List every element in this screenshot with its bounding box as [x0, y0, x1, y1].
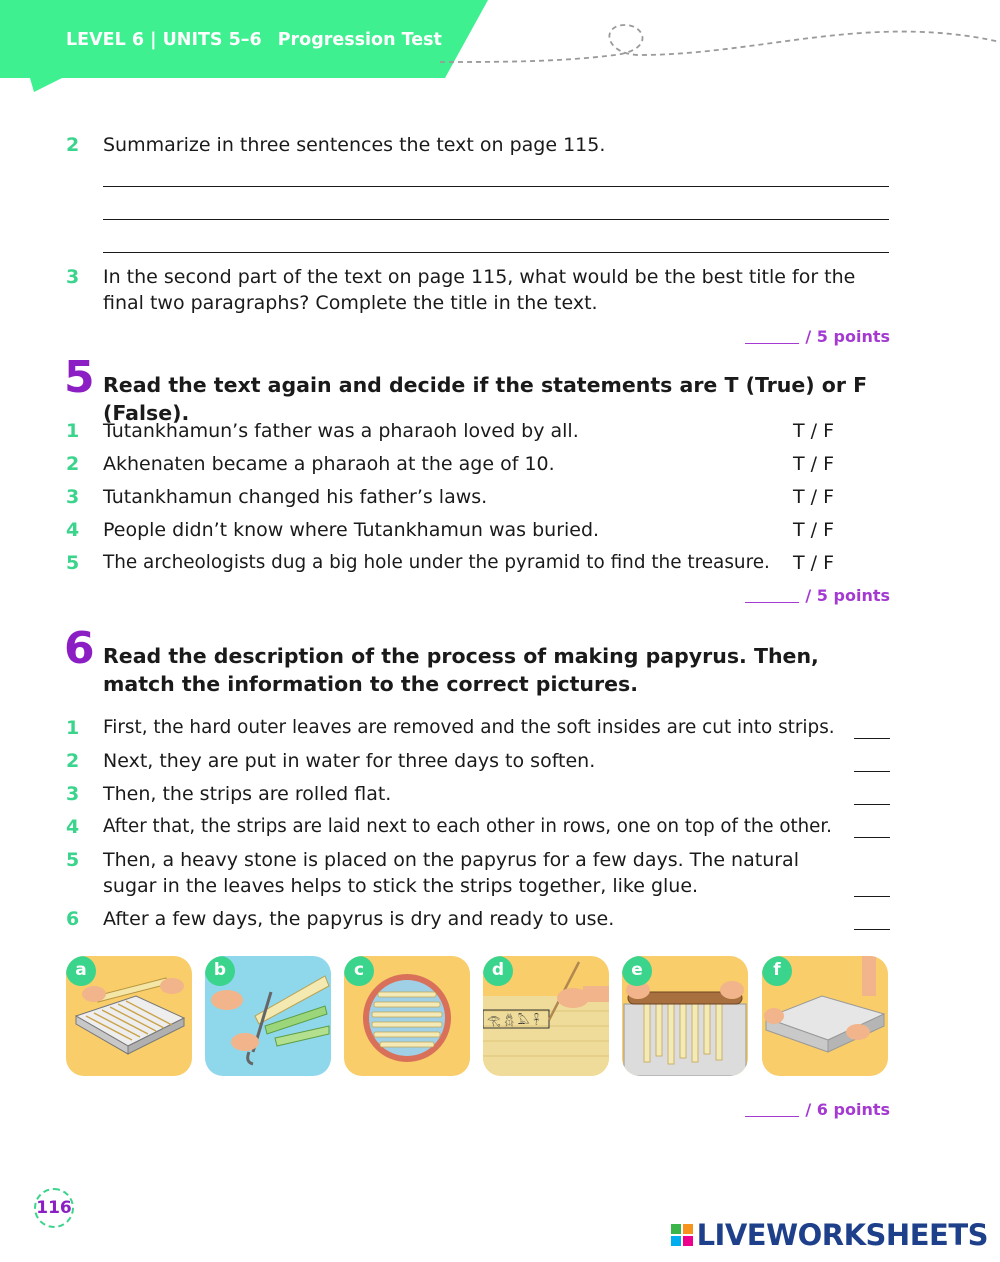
- section-5-number: 5: [64, 352, 95, 403]
- brand-name: LIVEWORKSHEETS: [696, 1218, 988, 1252]
- item-text: First, the hard outer leaves are removed and the soft insides are cut into strips.: [103, 717, 835, 738]
- item-text: People didn’t know where Tutankhamun was buried.: [103, 519, 600, 541]
- score-blank[interactable]: [745, 602, 799, 603]
- item-number: 4: [66, 816, 80, 838]
- picture-f: [762, 956, 888, 1076]
- item-number: 6: [66, 908, 80, 930]
- item-text: Then, a heavy stone is placed on the papyrus for a few days. The natural sugar in the leaves helps to stick the strips together, like glue.: [103, 849, 799, 897]
- item-number: 1: [66, 420, 80, 442]
- item-text: After that, the strips are laid next to each other in rows, one on top of the other.: [103, 816, 832, 837]
- match-item: [66, 906, 890, 932]
- item-text: After a few days, the papyrus is dry and ready to use.: [103, 908, 615, 930]
- match-item: [66, 715, 890, 741]
- item-text: Akhenaten became a pharaoh at the age of 10.: [103, 453, 555, 475]
- liveworksheets-icon: [671, 1224, 693, 1246]
- match-item: [66, 781, 890, 807]
- points-score: [745, 1100, 890, 1119]
- picture-d: [483, 956, 609, 1076]
- points-label: / 6 points: [805, 1100, 890, 1119]
- picture-c: [344, 956, 470, 1076]
- item-number: 1: [66, 717, 80, 739]
- answer-blank[interactable]: [854, 738, 890, 739]
- true-false-choice[interactable]: T / F: [793, 486, 835, 508]
- picture-label: c: [344, 956, 374, 986]
- item-number: 4: [66, 519, 80, 541]
- points-label: / 5 points: [805, 586, 890, 605]
- question-text: In the second part of the text on page 115, what would be the best title for the final two paragraphs? Complete the title in the text.: [103, 266, 856, 314]
- item-text: Tutankhamun’s father was a pharaoh loved by all.: [103, 420, 579, 442]
- match-item: [66, 847, 890, 899]
- section-6-title: Read the description of the process of making papyrus. Then, match the information to the correct pictures.: [103, 644, 819, 696]
- level-label: LEVEL 6 | UNITS 5–6: [66, 30, 262, 50]
- match-item: [66, 814, 890, 840]
- answer-line-1[interactable]: [103, 186, 889, 187]
- section-5-title: Read the text again and decide if the statements are T (True) or F (False).: [103, 373, 868, 425]
- answer-blank[interactable]: [854, 804, 890, 805]
- header-banner: [0, 0, 490, 92]
- answer-line-3[interactable]: [103, 252, 889, 253]
- header-title: [66, 30, 442, 50]
- picture-label: f: [762, 956, 792, 986]
- item-text: Then, the strips are rolled flat.: [103, 783, 392, 805]
- true-false-choice[interactable]: T / F: [793, 420, 835, 442]
- item-number: 5: [66, 849, 80, 871]
- answer-blank[interactable]: [854, 896, 890, 897]
- score-blank[interactable]: [745, 1116, 799, 1117]
- decorative-dashed-line: [440, 10, 1000, 70]
- answer-blank[interactable]: [854, 929, 890, 930]
- answer-blank[interactable]: [854, 837, 890, 838]
- item-number: 5: [66, 552, 80, 574]
- true-false-choice[interactable]: T / F: [793, 552, 835, 574]
- picture-label: d: [483, 956, 513, 986]
- score-blank[interactable]: [745, 343, 799, 344]
- true-false-choice[interactable]: T / F: [793, 453, 835, 475]
- item-number: 2: [66, 453, 80, 475]
- points-score: [745, 327, 890, 346]
- test-name: Progression Test: [277, 30, 442, 50]
- true-false-choice[interactable]: T / F: [793, 519, 835, 541]
- question-number: 2: [66, 134, 80, 156]
- section-6-number: 6: [64, 623, 95, 674]
- picture-b: [205, 956, 331, 1076]
- item-number: 2: [66, 750, 80, 772]
- answer-line-2[interactable]: [103, 219, 889, 220]
- liveworksheets-logo[interactable]: [671, 1218, 988, 1252]
- item-text: Next, they are put in water for three days to soften.: [103, 750, 596, 772]
- page-number: 116: [34, 1188, 74, 1228]
- picture-row: [66, 956, 890, 1076]
- item-number: 3: [66, 783, 80, 805]
- match-item: [66, 748, 890, 774]
- item-text: Tutankhamun changed his father’s laws.: [103, 486, 488, 508]
- question-3: [66, 264, 890, 318]
- picture-a: [66, 956, 192, 1076]
- picture-label: b: [205, 956, 235, 986]
- answer-blank[interactable]: [854, 771, 890, 772]
- item-text: The archeologists dug a big hole under the pyramid to find the treasure.: [103, 552, 770, 573]
- picture-e: [622, 956, 748, 1076]
- picture-label: a: [66, 956, 96, 986]
- points-label: / 5 points: [805, 327, 890, 346]
- item-number: 3: [66, 486, 80, 508]
- picture-label: e: [622, 956, 652, 986]
- question-number: 3: [66, 266, 80, 288]
- question-text: Summarize in three sentences the text on page 115.: [103, 134, 606, 156]
- svg-text:𓂀 𓆣 𓅓 𓋹: 𓂀 𓆣 𓅓 𓋹: [487, 1014, 540, 1027]
- points-score: [745, 586, 890, 605]
